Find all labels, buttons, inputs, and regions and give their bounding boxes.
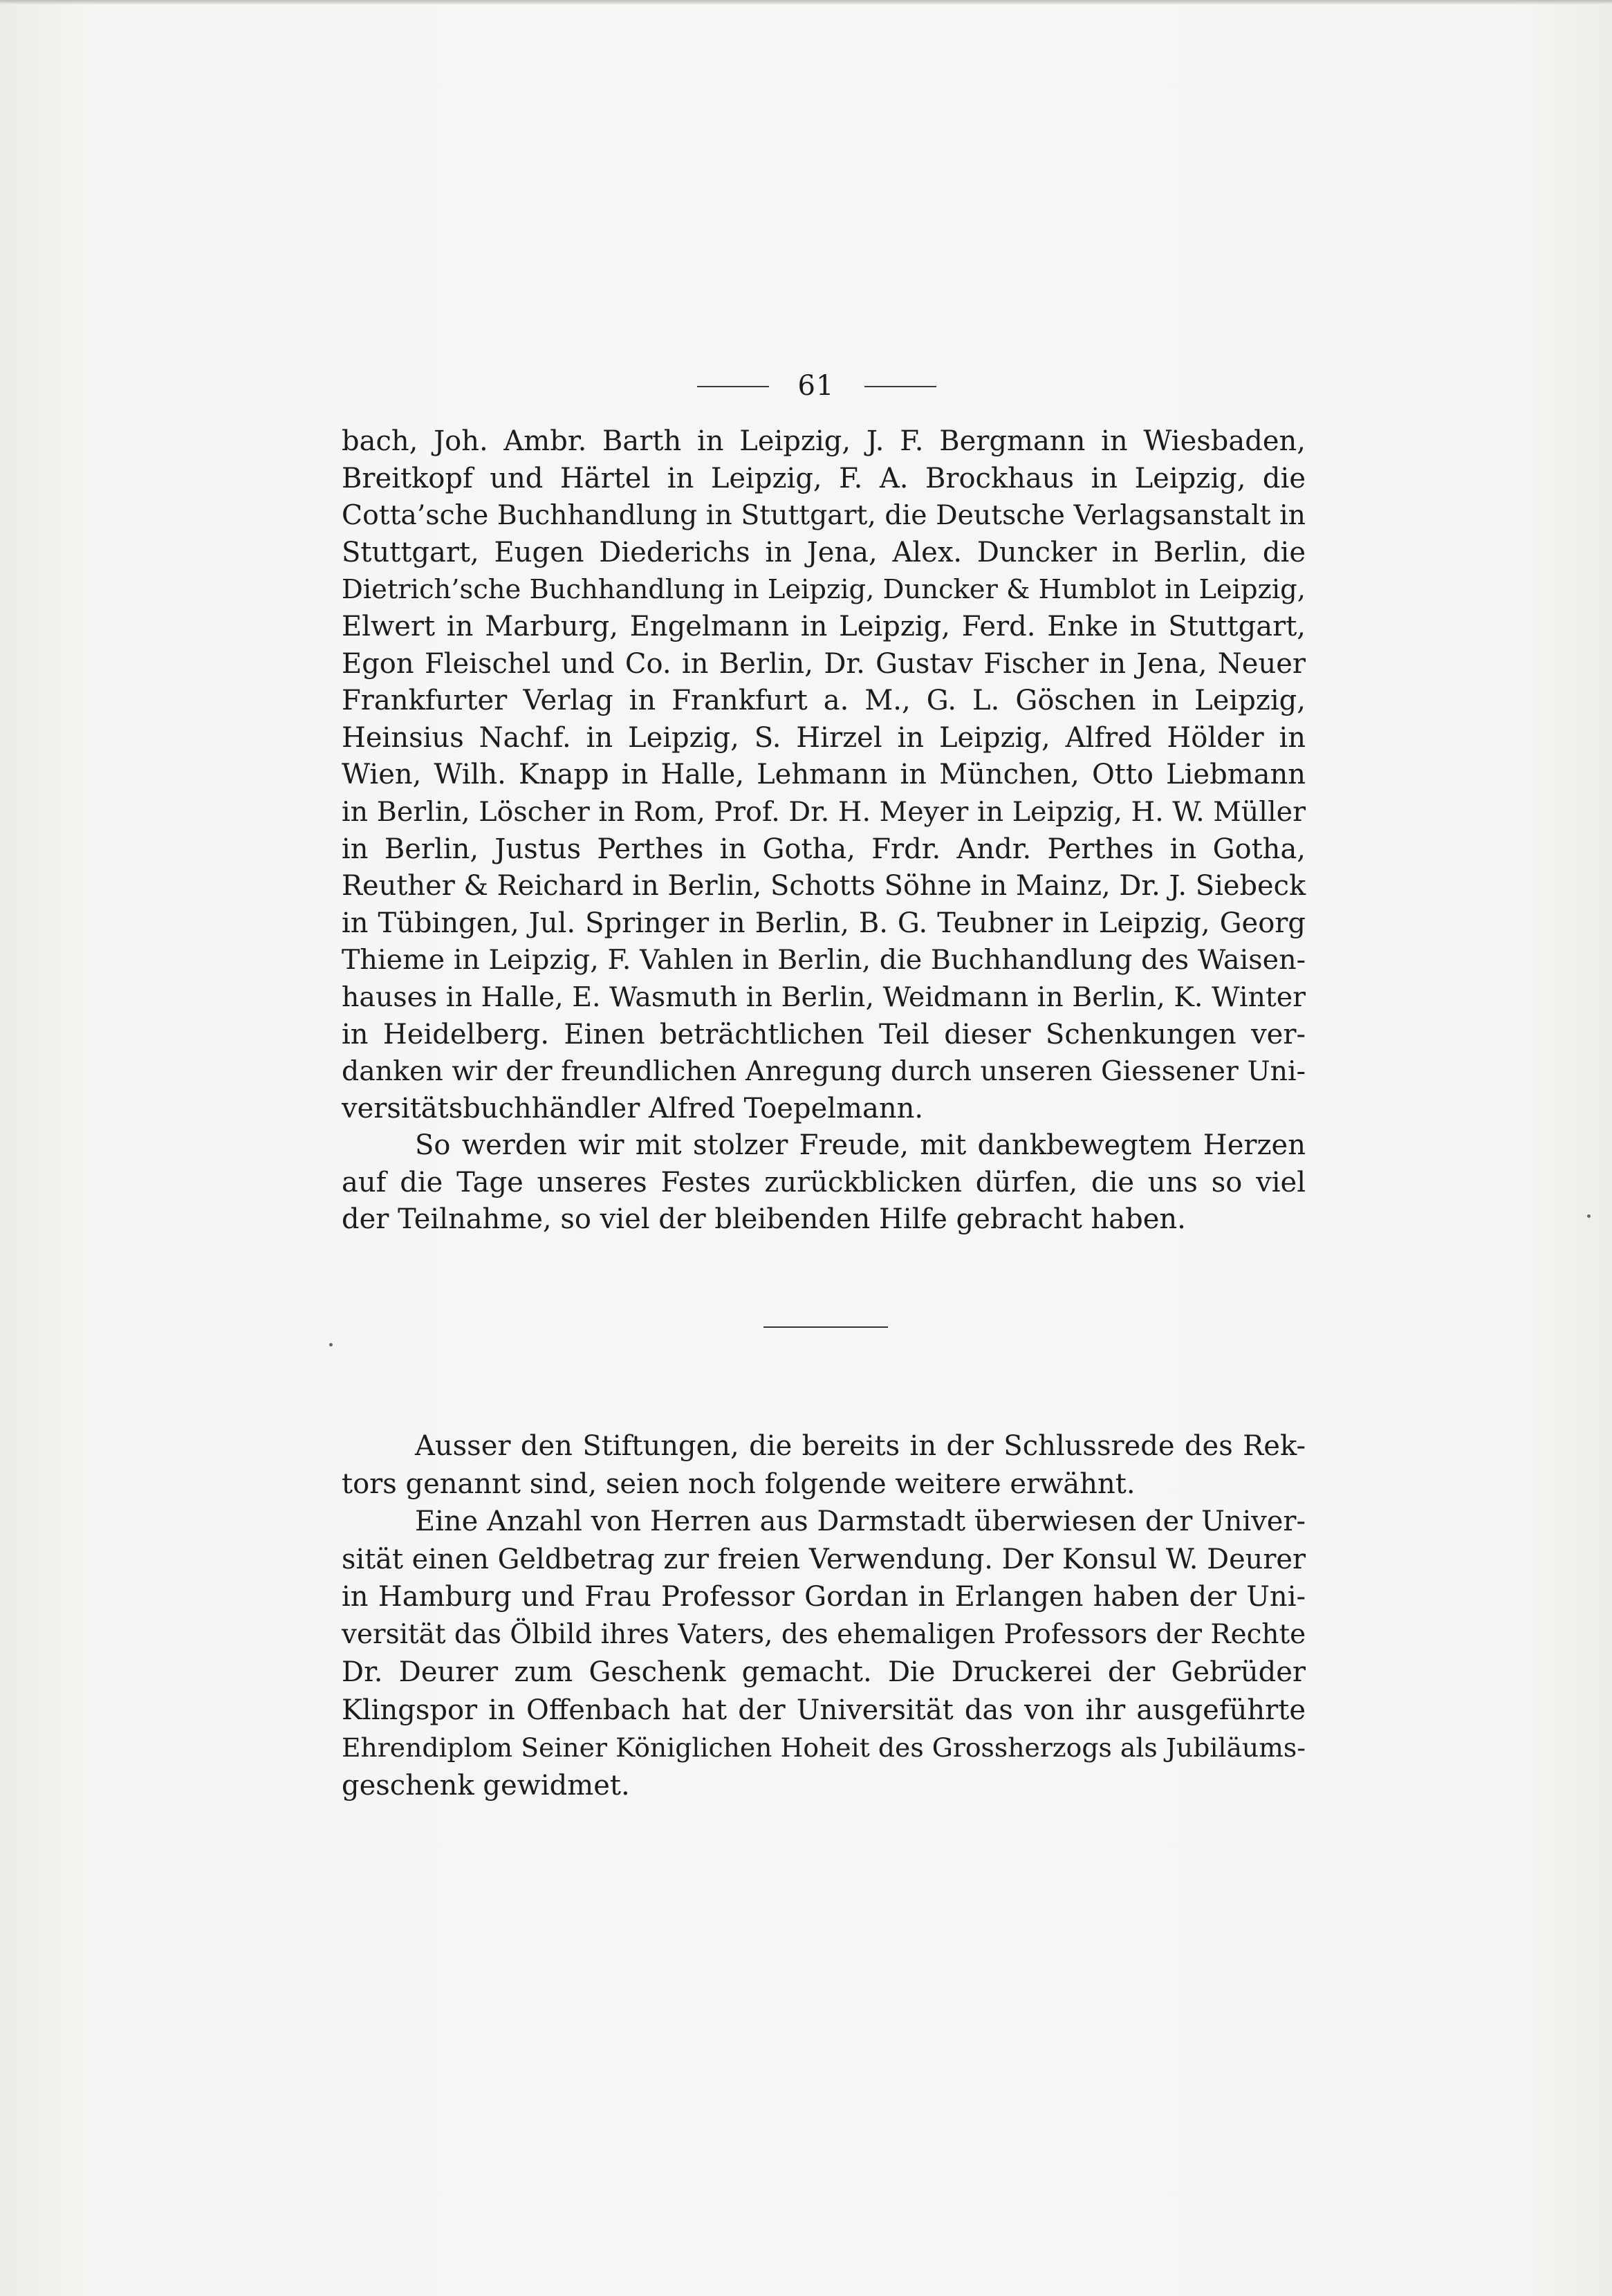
text-line: versitätsbuchhändler Alfred Toepelmann. [342,1092,924,1124]
text-line: tors genannt sind, seien noch folgende weitere erwähnt. [342,1468,1136,1500]
paragraph-closing [342,1127,1306,1239]
text-line: So werden wir mit stolzer Freude, mit dankbewegtem Herzen [415,1129,1306,1162]
text-line: Ausser den Stiftungen, die bereits in der Schlussrede des Rek- [415,1430,1306,1462]
text-line: geschenk gewidmet. [342,1769,630,1802]
text-line: Breitkopf und Härtel in Leipzig, F. A. Brockhaus in Leipzig, die [342,462,1306,494]
text-line: danken wir der freundlichen Anregung durch unseren Giessener Uni- [342,1055,1306,1088]
text-line: versität das Ölbild ihres Vaters, des ehemaligen Professors der Rechte [342,1618,1306,1650]
section-separator-rule [763,1326,888,1328]
paragraph-stiftungen [342,1427,1306,1503]
text-line: in Tübingen, Jul. Springer in Berlin, B. G. Teubner in Leipzig, Georg [342,907,1306,939]
text-line: der Teilnahme, so viel der bleibenden Hilfe gebracht haben. [342,1203,1186,1236]
text-line: sität einen Geldbetrag zur freien Verwendung. Der Konsul W. Deurer [342,1543,1306,1575]
upper-text-block [342,423,1306,1239]
text-line: Heinsius Nachf. in Leipzig, S. Hirzel in Leipzig, Alfred Hölder in [342,721,1306,754]
page-header [0,365,1612,407]
text-line: in Heidelberg. Einen beträchtlichen Teil dieser Schenkungen ver- [342,1018,1306,1050]
text-line: Dietrich’sche Buchhandlung in Leipzig, Duncker & Humblot in Leipzig, [342,574,1306,606]
text-line: Wien, Wilh. Knapp in Halle, Lehmann in München, Otto Liebmann [342,759,1306,791]
text-line: hauses in Halle, E. Wasmuth in Berlin, Weidmann in Berlin, K. Winter [342,981,1306,1013]
text-line: auf die Tage unseres Festes zurückblicken dürfen, die uns so viel [342,1166,1306,1198]
text-line: Klingspor in Offenbach hat der Universität das von ihr ausgeführte [342,1694,1306,1726]
page-top-edge [0,0,1612,4]
text-line: Dr. Deurer zum Geschenk gemacht. Die Druckerei der Gebrüder [342,1656,1306,1688]
scan-speck [329,1343,333,1346]
text-line: in Hamburg und Frau Professor Gordan in Erlangen haben der Uni- [342,1581,1306,1613]
text-line: Ehrendiplom Seiner Königlichen Hoheit des Grossherzogs als Jubiläums- [342,1732,1306,1763]
paragraph-darmstadt [342,1503,1306,1804]
page-number-rule-right [864,386,936,387]
lower-text-block [342,1427,1306,1804]
text-line: Egon Fleischel und Co. in Berlin, Dr. Gustav Fischer in Jena, Neuer [342,647,1306,680]
page-number: 61 [797,370,835,402]
text-line: in Berlin, Löscher in Rom, Prof. Dr. H. Meyer in Leipzig, H. W. Müller [342,795,1306,828]
text-line: Reuther & Reichard in Berlin, Schotts Söhne in Mainz, Dr. J. Siebeck [342,870,1306,902]
text-line: Thieme in Leipzig, F. Vahlen in Berlin, die Buchhandlung des Waisen- [342,944,1306,976]
scan-speck [1587,1214,1591,1218]
text-line: Frankfurter Verlag in Frankfurt a. M., G. L. Göschen in Leipzig, [342,685,1306,717]
text-line: bach, Joh. Ambr. Barth in Leipzig, J. F. Bergmann in Wiesbaden, [342,425,1306,457]
text-line: Stuttgart, Eugen Diederichs in Jena, Alex. Duncker in Berlin, die [342,536,1306,568]
paragraph-publisher-list [342,423,1306,1127]
page-number-rule-left [697,386,769,387]
text-line: in Berlin, Justus Perthes in Gotha, Frdr. Andr. Perthes in Gotha, [342,833,1306,865]
text-line: Eine Anzahl von Herren aus Darmstadt überwiesen der Univer- [415,1506,1306,1537]
text-line: Elwert in Marburg, Engelmann in Leipzig, Ferd. Enke in Stuttgart, [342,610,1306,642]
text-line: Cotta’sche Buchhandlung in Stuttgart, die Deutsche Verlagsanstalt in [342,499,1306,532]
